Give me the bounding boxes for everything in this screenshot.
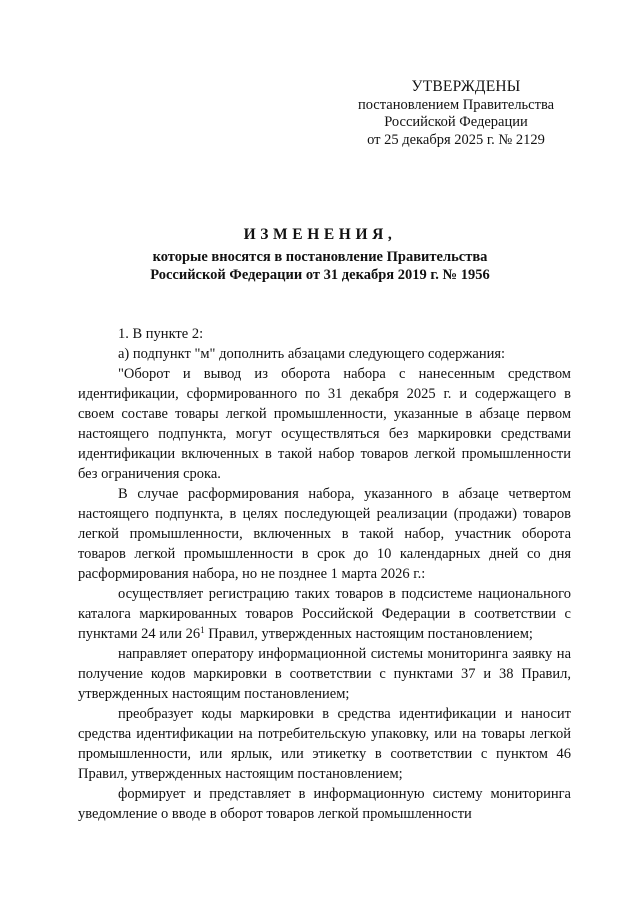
paragraph-5-text-b: Правил, утвержденных настоящим постановлением; — [204, 626, 533, 642]
paragraph-1: 1. В пункте 2: — [118, 326, 204, 342]
approval-stamp — [340, 78, 572, 149]
paragraph-5 — [78, 584, 571, 644]
document-body — [78, 324, 571, 824]
document-title — [60, 226, 580, 284]
paragraph-6: направляет оператору информационной системы мониторинга заявку на получение кодов маркировки в соответствии с пунктами 37 и 38 Правил, утвержденных настоящим постановлением; — [78, 646, 571, 702]
approval-heading: УТВЕРЖДЕНЫ — [411, 78, 521, 95]
paragraph-7: преобразует коды маркировки в средства идентификации и наносит средства идентификации на потребительскую упаковку, или на товары легкой промышленности, или ярлык, или этикетку в соответствии с пунктом 46 Правил, утвержденных настоящим постановлением; — [78, 706, 571, 782]
paragraph-3: "Оборот и вывод из оборота набора с нанесенным средством идентификации, сформированного по 31 декабря 2025 г. и содержащего в своем составе товары легкой промышленности, указанные в абзаце первом настоящего подпункта, могут осуществляться без маркировки средствами идентификации включенных в такой набор товаров легкой промышленности без ограничения срока. — [78, 366, 571, 482]
approval-line-1: постановлением Правительства — [357, 96, 555, 113]
paragraph-2: а) подпункт "м" дополнить абзацами следующего содержания: — [118, 346, 506, 362]
title-main: ИЗМЕНЕНИЯ, — [243, 226, 397, 243]
paragraph-4: В случае расформирования набора, указанного в абзаце четвертом настоящего подпункта, в целях последующей реализации (продажи) товаров легкой промышленности, включенных в такой набор, участник оборота товаров легкой промышленности в срок до 10 календарных дней со дня расформирования набора, но не позднее 1 марта 2026 г.: — [78, 486, 571, 582]
title-line-2: Российской Федерации от 31 декабря 2019 г. № 1956 — [150, 266, 490, 283]
paragraph-5-superscript: 1 — [200, 625, 205, 635]
paragraph-5-text-a: осуществляет регистрацию таких товаров в подсистеме национального каталога маркированных товаров Российской Федерации в соответствии с пунктами 24 или 26 — [78, 586, 571, 642]
approval-line-3: от 25 декабря 2025 г. № 2129 — [367, 131, 545, 148]
approval-line-2: Российской Федерации — [384, 114, 528, 130]
title-line-1: которые вносятся в постановление Правительства — [152, 249, 488, 265]
paragraph-8: формирует и представляет в информационную систему мониторинга уведомление о вводе в оборот товаров легкой промышленности — [78, 786, 571, 822]
